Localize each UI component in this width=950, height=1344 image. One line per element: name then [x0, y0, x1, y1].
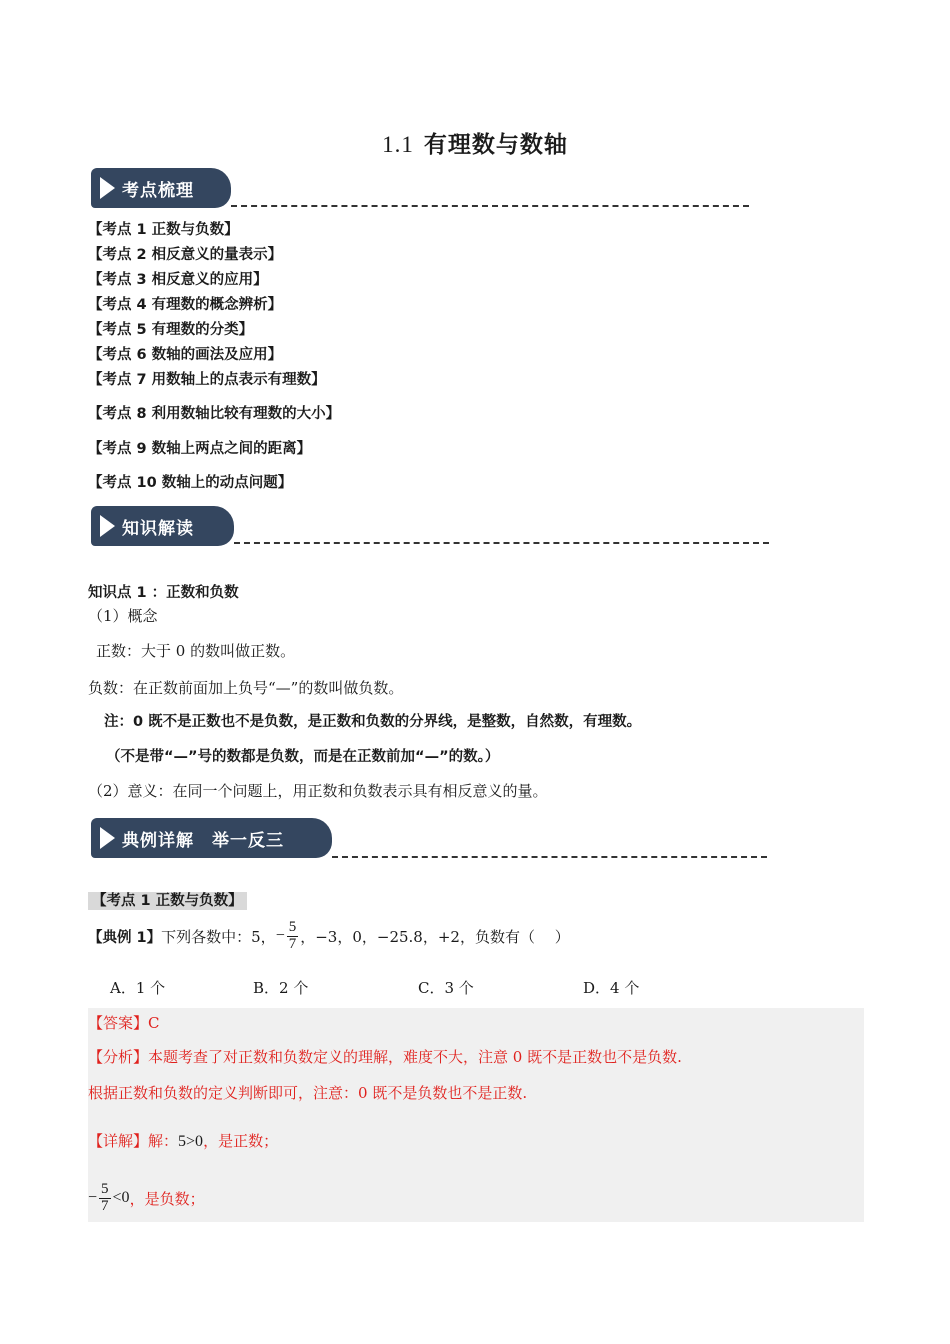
play-arrow-icon	[100, 827, 115, 849]
banner-zhishi	[91, 506, 234, 546]
kaodian-item: 【考点 8 利用数轴比较有理数的大小】	[88, 406, 341, 422]
kaodian-item: 【考点 4 有理数的概念辨析】	[88, 297, 283, 313]
fraction-denominator: 7	[101, 1197, 109, 1214]
example-label: 【典例 1】	[88, 929, 162, 946]
divider	[231, 205, 749, 207]
fraction-numerator: 5	[288, 918, 297, 935]
title-number: 1.1	[382, 132, 414, 157]
kaodian-item: 【考点 3 相反意义的应用】	[88, 272, 268, 288]
knowledge-negative: 负数：在正数前面加上负号“—”的数叫做负数。	[88, 679, 404, 697]
banner-kaodian-label: 考点梳理	[122, 181, 194, 201]
knowledge-positive: 正数：大于 0 的数叫做正数。	[96, 642, 296, 660]
example-prefix: 下列各数中：5，	[161, 927, 276, 946]
option-d: D．4 个	[583, 979, 640, 997]
detail-math: 5>0	[178, 1133, 204, 1150]
fraction-numerator: 5	[101, 1180, 109, 1197]
answer-value: C	[148, 1014, 160, 1032]
page-title	[0, 126, 950, 159]
fraction-denominator: 7	[288, 935, 297, 952]
example-rest: ，−3，0，−25.8，+2，负数有（ ）	[300, 927, 570, 946]
knowledge-note2: （不是带“—”号的数都是负数，而是在正数前加“—”的数。）	[106, 749, 500, 765]
example-frac-sign: −	[275, 927, 285, 944]
answer-label: 【答案】	[88, 1014, 149, 1032]
example-question	[88, 914, 570, 958]
kaodian-item: 【考点 10 数轴上的动点问题】	[88, 475, 293, 491]
banner-dianli	[91, 818, 332, 858]
knowledge-sub1: （1）概念	[88, 607, 158, 625]
analysis-line	[88, 1046, 682, 1067]
line2-math: <0	[112, 1189, 130, 1206]
banner-zhishi-label: 知识解读	[122, 519, 194, 539]
fraction	[287, 920, 299, 953]
play-arrow-icon	[100, 177, 115, 199]
detail-label: 【详解】	[88, 1132, 149, 1150]
play-arrow-icon	[100, 515, 115, 537]
detail-prefix: 解：	[148, 1132, 179, 1150]
knowledge-note1: 注：0 既不是正数也不是负数，是正数和负数的分界线，是整数，自然数，有理数。	[104, 714, 642, 730]
banner-kaodian	[91, 168, 231, 208]
banner-dianli-label: 典例详解 举一反三	[122, 831, 284, 851]
kaodian-item: 【考点 9 数轴上两点之间的距离】	[88, 441, 312, 457]
detail-line-2	[88, 1176, 205, 1220]
divider	[332, 856, 767, 858]
fraction	[99, 1182, 111, 1215]
knowledge-sub2: （2）意义：在同一个问题上，用正数和负数表示具有相反意义的量。	[88, 782, 548, 800]
option-b: B．2 个	[253, 979, 309, 997]
knowledge-heading: 知识点 1 ：正数和负数	[88, 585, 239, 601]
line2-sign: −	[88, 1189, 98, 1206]
kaodian-item: 【考点 7 用数轴上的点表示有理数】	[88, 372, 326, 388]
analysis-text: 本题考查了对正数和负数定义的理解，难度不大，注意 0 既不是正数也不是负数.	[148, 1048, 682, 1066]
analysis-line-2: 根据正数和负数的定义判断即可，注意：0 既不是负数也不是正数.	[88, 1084, 528, 1102]
kaodian-item: 【考点 6 数轴的画法及应用】	[88, 347, 283, 363]
answer-line	[88, 1012, 160, 1033]
detail-suffix: ，是正数；	[203, 1132, 279, 1150]
kaodian-item: 【考点 1 正数与负数】	[88, 222, 239, 238]
line2-suffix: ，是负数；	[129, 1189, 205, 1208]
detail-line	[88, 1130, 278, 1151]
title-text: 有理数与数轴	[423, 131, 568, 158]
kaodian-item: 【考点 2 相反意义的量表示】	[88, 247, 283, 263]
divider	[234, 542, 769, 544]
analysis-label: 【分析】	[88, 1048, 149, 1066]
option-a: A．1 个	[110, 979, 166, 997]
example-tag	[88, 889, 247, 910]
kaodian-item: 【考点 5 有理数的分类】	[88, 322, 254, 338]
option-c: C．3 个	[418, 979, 474, 997]
example-tag-label: 【考点 1 正数与负数】	[88, 892, 247, 910]
